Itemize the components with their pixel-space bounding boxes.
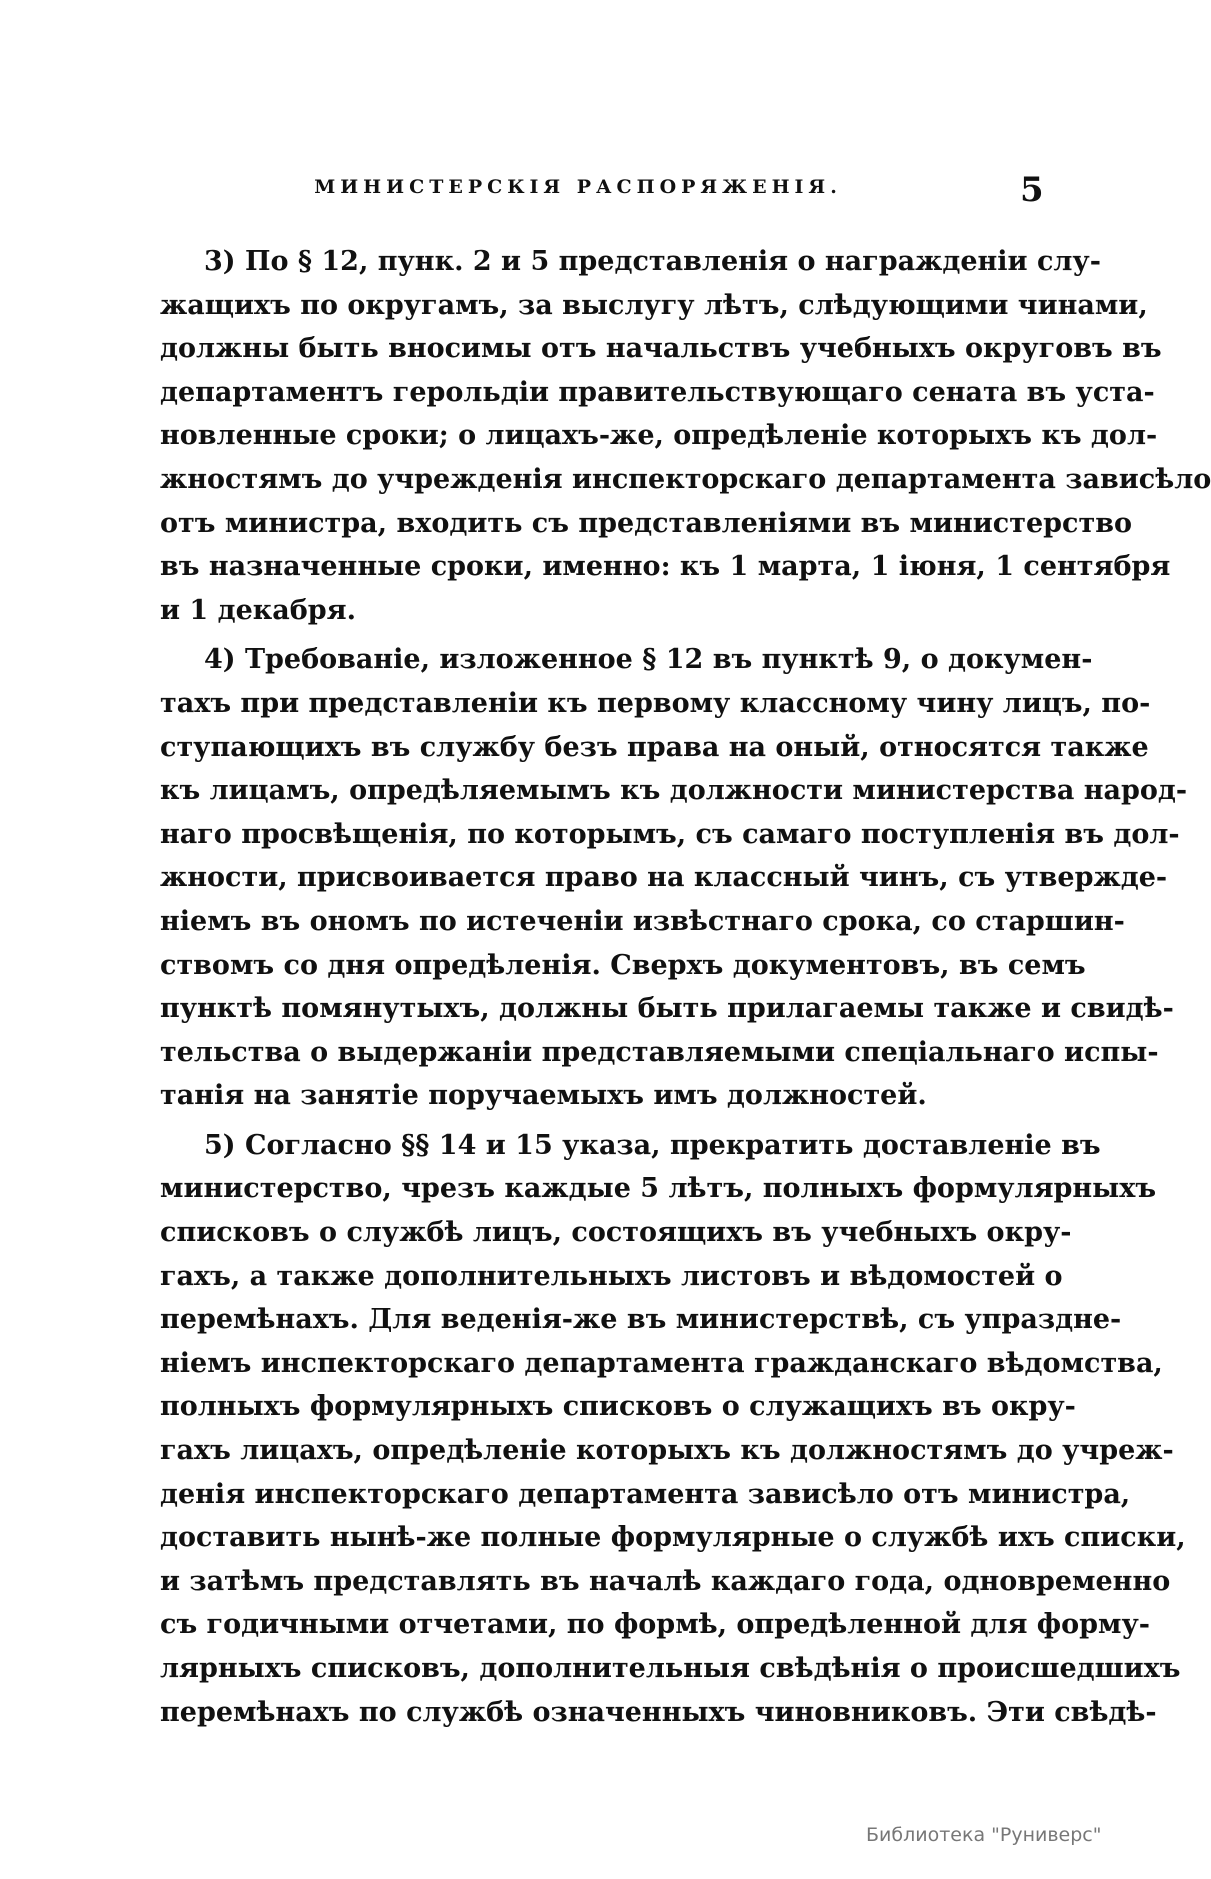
text-line: полныхъ формулярныхъ списковъ о служащихъ въ окру-: [160, 1391, 1076, 1423]
library-watermark: Библиотека "Руниверс": [866, 1824, 1102, 1846]
text-line: 4) Требованіе, изложенное § 12 въ пунктѣ 9, о докумен-: [204, 644, 1093, 676]
text-line: лярныхъ списковъ, дополнительныя свѣдѣнія о происшедшихъ: [160, 1653, 1181, 1684]
text-line: тахъ при представленіи къ первому классному чину лицъ, по-: [160, 687, 1151, 719]
text-line: перемѣнахъ по службѣ означенныхъ чиновниковъ. Эти свѣдѣ-: [160, 1696, 1157, 1728]
text-line: департаментъ герольдіи правительствующаго сената въ уста-: [160, 376, 1155, 408]
text-line: пунктѣ помянутыхъ, должны быть прилагаемы также и свидѣ-: [160, 993, 1174, 1025]
body-text: [160, 240, 1211, 1734]
text-line: жности, присвоивается право на классный чинъ, съ утвержде-: [160, 862, 1168, 894]
text-line: денія инспекторскаго департамента зависѣло отъ министра,: [160, 1478, 1131, 1510]
text-line: ніемъ въ ономъ по истеченіи извѣстнаго срока, со старшин-: [160, 905, 1125, 937]
paragraph-4: [160, 638, 1188, 1118]
text-line: танія на занятіе поручаемыхъ имъ должностей.: [160, 1080, 927, 1112]
text-line: ступающихъ въ службу безъ права на оный, относятся также: [160, 731, 1149, 763]
text-line: наго просвѣщенія, по которымъ, съ самаго поступленія въ дол-: [160, 818, 1180, 850]
paragraph-5: [160, 1124, 1186, 1734]
text-line: 3) По § 12, пунк. 2 и 5 представленія о награжденіи слу-: [204, 246, 1101, 277]
text-line: ніемъ инспекторскаго департамента гражданскаго вѣдомства,: [160, 1347, 1163, 1379]
paragraph-3: [160, 240, 1211, 632]
text-line: новленные сроки; о лицахъ-же, опредѣленіе которыхъ къ дол-: [160, 420, 1158, 452]
text-line: гахъ, а также дополнительныхъ листовъ и вѣдомостей о: [160, 1260, 1063, 1292]
page-number: 5: [1020, 170, 1044, 210]
running-title: МИНИСТЕРСКІЯ РАСПОРЯЖЕНІЯ.: [314, 176, 842, 198]
text-line: въ назначенные сроки, именно: къ 1 марта, 1 іюня, 1 сентября: [160, 551, 1171, 583]
text-line: ствомъ со дня опредѣленія. Сверхъ документовъ, въ семъ: [160, 949, 1086, 981]
text-line: жностямъ до учрежденія инспекторскаго департамента зависѣло: [160, 463, 1211, 495]
text-line: доставить нынѣ-же полные формулярные о службѣ ихъ списки,: [160, 1522, 1186, 1554]
text-line: 5) Согласно §§ 14 и 15 указа, прекратить доставленіе въ: [204, 1129, 1101, 1161]
text-line: отъ министра, входить съ представленіями въ министерство: [160, 507, 1132, 539]
text-line: съ годичными отчетами, по формѣ, опредѣленной для форму-: [160, 1609, 1150, 1641]
text-line: гахъ лицахъ, опредѣленіе которыхъ къ должностямъ до учреж-: [160, 1435, 1174, 1467]
text-line: жащихъ по округамъ, за выслугу лѣтъ, слѣдующими чинами,: [160, 289, 1148, 321]
text-line: и затѣмъ представлять въ началѣ каждаго года, одновременно: [160, 1565, 1171, 1597]
text-line: должны быть вносимы отъ начальствъ учебныхъ округовъ въ: [160, 333, 1162, 365]
text-line: и 1 декабря.: [160, 594, 357, 626]
text-line: перемѣнахъ. Для веденія-же въ министерствѣ, съ упраздне-: [160, 1304, 1122, 1336]
text-line: къ лицамъ, опредѣляемымъ къ должности министерства народ-: [160, 775, 1188, 807]
text-line: списковъ о службѣ лицъ, состоящихъ въ учебныхъ окру-: [160, 1217, 1072, 1249]
text-line: министерство, чрезъ каждые 5 лѣтъ, полныхъ формулярныхъ: [160, 1173, 1157, 1205]
text-line: тельства о выдержаніи представляемыми спеціальнаго испы-: [160, 1036, 1159, 1068]
